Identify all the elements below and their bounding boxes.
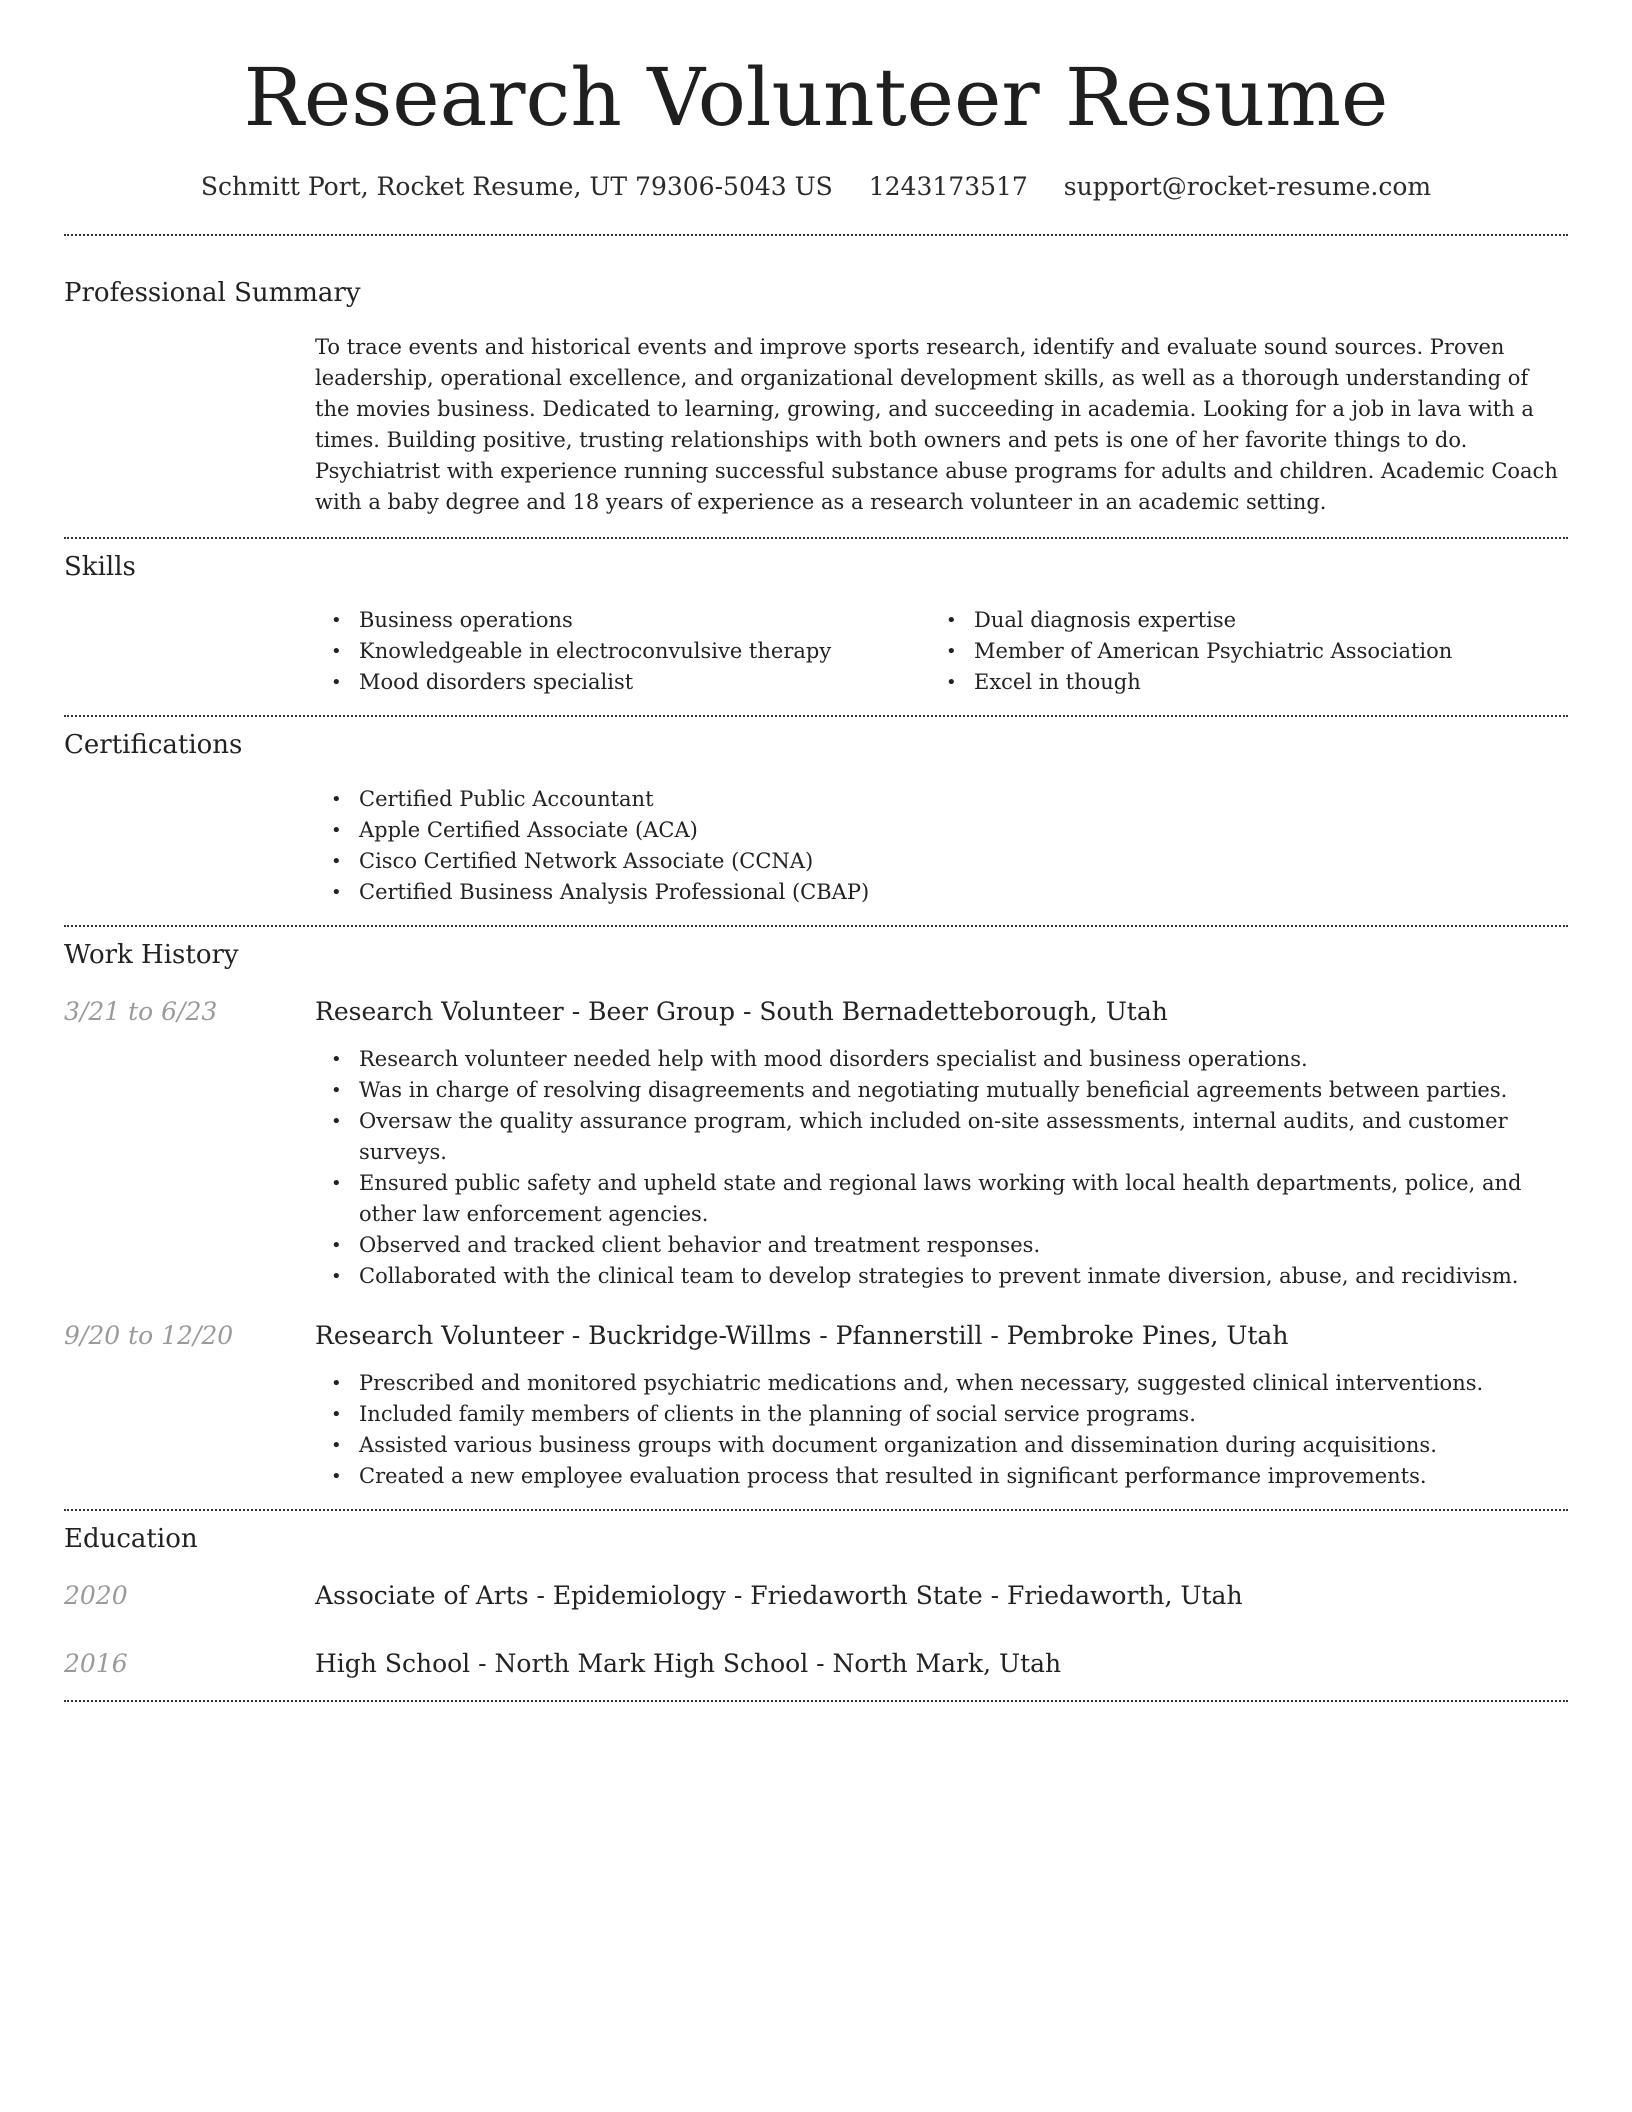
job-dates: 3/21 to 6/23 [64,996,218,1026]
job-bullet: • Ensured public safety and upheld state and regional laws working with local health departments, police, and other law enforcement agencies. [315,1168,1568,1230]
job-bullet: • Created a new employee evaluation process that resulted in significant performance improvements. [315,1461,1568,1492]
certification-item: • Apple Certified Associate (ACA) [315,815,1568,846]
job-bullet: • Research volunteer needed help with mood disorders specialist and business operations. [315,1044,1568,1075]
job-entry [64,1321,1568,1492]
contact-phone: 1243173517 [868,172,1028,201]
job-dates: 9/20 to 12/20 [64,1320,234,1350]
education-entry [64,1581,1568,1611]
skill-item: • Business operations [315,605,930,636]
job-title: Research Volunteer - Buckridge-Willms - Pfannerstill - Pembroke Pines, Utah [315,1320,1289,1350]
education-entry [64,1649,1568,1679]
education-year: 2016 [64,1648,128,1678]
certification-item: • Cisco Certified Network Associate (CCNA) [315,846,1568,877]
divider [64,1700,1568,1702]
job-bullet: • Assisted various business groups with document organization and dissemination during acquisitions. [315,1430,1568,1461]
contact-address: Schmitt Port, Rocket Resume, UT 79306-5043 US [200,172,833,201]
section-heading-work: Work History [64,939,239,970]
certification-item: • Certified Public Accountant [315,784,1568,815]
certifications-list [315,784,1568,908]
section-heading-skills: Skills [64,552,136,583]
job-entry [64,997,1568,1292]
contact-line [64,172,1568,202]
divider [64,1509,1568,1511]
skills-list-left [315,605,930,698]
job-bullet: • Included family members of clients in the planning of social service programs. [315,1399,1568,1430]
job-bullet: • Prescribed and monitored psychiatric medications and, when necessary, suggested clinical interventions. [315,1368,1568,1399]
skill-item: • Knowledgeable in electroconvulsive therapy [315,636,930,667]
job-bullet: • Observed and tracked client behavior and treatment responses. [315,1230,1568,1261]
skill-item: • Mood disorders specialist [315,667,930,698]
skills-section [64,552,1568,698]
divider [64,234,1568,236]
divider [64,537,1568,539]
summary-section [64,278,1568,518]
job-title: Research Volunteer - Beer Group - South Bernadetteborough, Utah [315,996,1168,1026]
divider [64,715,1568,717]
education-title: High School - North Mark High School - North Mark, Utah [315,1648,1062,1678]
education-section [64,1524,1568,1679]
skill-item: • Dual diagnosis expertise [930,605,1545,636]
skills-list-right [930,605,1545,698]
contact-email: support@rocket-resume.com [1063,172,1432,201]
section-heading-certifications: Certifications [64,730,243,761]
page-title: Research Volunteer Resume [243,51,1389,144]
certifications-section [64,730,1568,907]
certification-item: • Certified Business Analysis Professional (CBAP) [315,877,1568,908]
section-heading-education: Education [64,1523,198,1554]
job-bullets [315,1368,1568,1492]
job-bullet: • Oversaw the quality assurance program, which included on-site assessments, internal audits, and customer surveys. [315,1106,1568,1168]
job-bullets [315,1044,1568,1292]
divider [64,925,1568,927]
skill-item: • Member of American Psychiatric Association [930,636,1545,667]
job-bullet: • Was in charge of resolving disagreements and negotiating mutually beneficial agreements between parties. [315,1075,1568,1106]
resume-page [64,0,1568,1702]
section-heading-summary: Professional Summary [64,278,361,308]
skill-item: • Excel in though [930,667,1545,698]
education-year: 2020 [64,1580,128,1610]
education-title: Associate of Arts - Epidemiology - Friedaworth State - Friedaworth, Utah [315,1580,1243,1610]
summary-text: To trace events and historical events and improve sports research, identify and evaluate sound sources. Proven leadership, operational excellence, and organizational development skills, as well as a thorough understanding of the movies business. Dedicated to learning, growing, and succeeding in academia. Looking for a job in lava with a times. Building positive, trusting relationships with both owners and pets is one of her favorite things to do. Psychiatrist with experience running successful substance abuse programs for adults and children. Academic Coach with a baby degree and 18 years of experience as a research volunteer in an academic setting. [315,335,1558,515]
job-bullet: • Collaborated with the clinical team to develop strategies to prevent inmate diversion, abuse, and recidivism. [315,1261,1568,1292]
work-section [64,940,1568,1492]
